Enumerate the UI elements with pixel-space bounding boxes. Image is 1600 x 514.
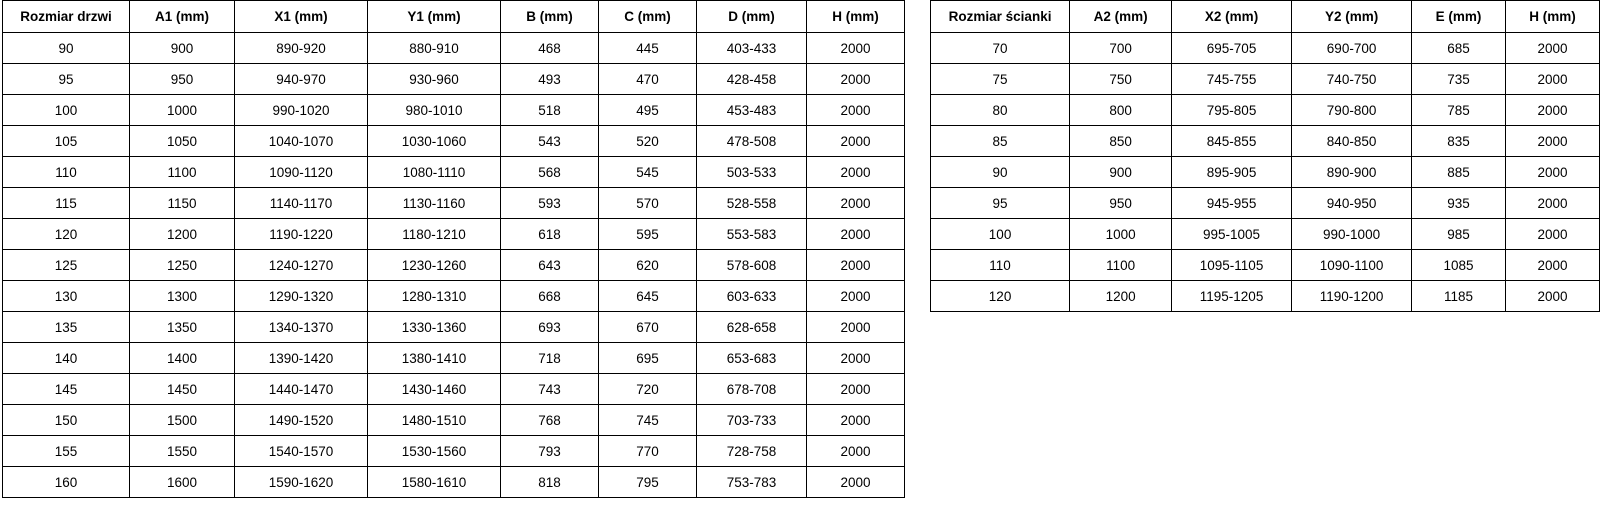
walls-cell: 1200 — [1070, 281, 1172, 312]
walls-cell: 95 — [931, 188, 1070, 219]
table-row — [3, 467, 905, 498]
walls-cell: 850 — [1070, 126, 1172, 157]
doors-table-body — [3, 33, 905, 498]
walls-cell: 690-700 — [1292, 33, 1412, 64]
walls-cell: 1100 — [1070, 250, 1172, 281]
doors-column-header: D (mm) — [697, 1, 807, 33]
doors-cell: 1080-1110 — [368, 157, 501, 188]
doors-cell: 2000 — [807, 250, 905, 281]
table-row — [3, 126, 905, 157]
walls-cell: 75 — [931, 64, 1070, 95]
table-row — [3, 343, 905, 374]
doors-cell: 728-758 — [697, 436, 807, 467]
doors-cell: 2000 — [807, 157, 905, 188]
walls-cell: 845-855 — [1172, 126, 1292, 157]
doors-cell: 453-483 — [697, 95, 807, 126]
doors-cell: 553-583 — [697, 219, 807, 250]
doors-cell: 2000 — [807, 219, 905, 250]
doors-cell: 578-608 — [697, 250, 807, 281]
doors-cell: 795 — [599, 467, 697, 498]
walls-cell: 2000 — [1505, 157, 1599, 188]
table-row — [3, 33, 905, 64]
doors-cell: 2000 — [807, 188, 905, 219]
walls-cell: 2000 — [1505, 219, 1599, 250]
doors-cell: 1330-1360 — [368, 312, 501, 343]
doors-cell: 980-1010 — [368, 95, 501, 126]
walls-cell: 1195-1205 — [1172, 281, 1292, 312]
walls-cell: 2000 — [1505, 126, 1599, 157]
doors-cell: 1530-1560 — [368, 436, 501, 467]
walls-cell: 840-850 — [1292, 126, 1412, 157]
walls-cell: 700 — [1070, 33, 1172, 64]
doors-cell: 1180-1210 — [368, 219, 501, 250]
walls-cell: 2000 — [1505, 250, 1599, 281]
doors-cell: 503-533 — [697, 157, 807, 188]
walls-cell: 740-750 — [1292, 64, 1412, 95]
doors-header-row — [3, 1, 905, 33]
walls-cell: 745-755 — [1172, 64, 1292, 95]
doors-cell: 1240-1270 — [235, 250, 368, 281]
walls-cell: 2000 — [1505, 188, 1599, 219]
doors-cell: 2000 — [807, 343, 905, 374]
doors-cell: 1440-1470 — [235, 374, 368, 405]
walls-column-header: X2 (mm) — [1172, 1, 1292, 33]
walls-cell: 2000 — [1505, 33, 1599, 64]
doors-column-header: H (mm) — [807, 1, 905, 33]
doors-cell: 1580-1610 — [368, 467, 501, 498]
walls-cell: 940-950 — [1292, 188, 1412, 219]
walls-cell: 2000 — [1505, 95, 1599, 126]
doors-cell: 645 — [599, 281, 697, 312]
doors-cell: 1600 — [130, 467, 235, 498]
doors-cell: 2000 — [807, 64, 905, 95]
doors-cell: 695 — [599, 343, 697, 374]
walls-column-header: H (mm) — [1505, 1, 1599, 33]
doors-cell: 768 — [501, 405, 599, 436]
doors-cell: 155 — [3, 436, 130, 467]
doors-cell: 1190-1220 — [235, 219, 368, 250]
table-row — [3, 250, 905, 281]
doors-cell: 1390-1420 — [235, 343, 368, 374]
table-row — [3, 157, 905, 188]
table-row — [3, 64, 905, 95]
doors-cell: 95 — [3, 64, 130, 95]
walls-specification-table — [930, 0, 1600, 312]
walls-cell: 800 — [1070, 95, 1172, 126]
table-row — [931, 64, 1600, 95]
table-row — [931, 33, 1600, 64]
doors-cell: 595 — [599, 219, 697, 250]
doors-column-header: B (mm) — [501, 1, 599, 33]
walls-cell: 110 — [931, 250, 1070, 281]
doors-cell: 105 — [3, 126, 130, 157]
doors-cell: 130 — [3, 281, 130, 312]
table-row — [3, 436, 905, 467]
walls-cell: 795-805 — [1172, 95, 1292, 126]
walls-cell: 900 — [1070, 157, 1172, 188]
doors-column-header: C (mm) — [599, 1, 697, 33]
walls-cell: 750 — [1070, 64, 1172, 95]
doors-cell: 110 — [3, 157, 130, 188]
doors-cell: 1380-1410 — [368, 343, 501, 374]
table-row — [3, 281, 905, 312]
doors-column-header: Rozmiar drzwi — [3, 1, 130, 33]
doors-cell: 670 — [599, 312, 697, 343]
doors-cell: 668 — [501, 281, 599, 312]
doors-cell: 2000 — [807, 33, 905, 64]
doors-cell: 703-733 — [697, 405, 807, 436]
walls-cell: 1185 — [1412, 281, 1506, 312]
walls-cell: 80 — [931, 95, 1070, 126]
walls-cell: 695-705 — [1172, 33, 1292, 64]
doors-cell: 495 — [599, 95, 697, 126]
walls-cell: 2000 — [1505, 281, 1599, 312]
doors-cell: 2000 — [807, 95, 905, 126]
walls-table-body — [931, 33, 1600, 312]
walls-cell: 790-800 — [1292, 95, 1412, 126]
doors-cell: 1250 — [130, 250, 235, 281]
doors-cell: 678-708 — [697, 374, 807, 405]
doors-cell: 793 — [501, 436, 599, 467]
doors-column-header: X1 (mm) — [235, 1, 368, 33]
doors-cell: 1430-1460 — [368, 374, 501, 405]
doors-cell: 2000 — [807, 405, 905, 436]
walls-cell: 1090-1100 — [1292, 250, 1412, 281]
doors-cell: 990-1020 — [235, 95, 368, 126]
table-row — [931, 219, 1600, 250]
doors-cell: 568 — [501, 157, 599, 188]
doors-cell: 1150 — [130, 188, 235, 219]
doors-cell: 743 — [501, 374, 599, 405]
doors-cell: 1030-1060 — [368, 126, 501, 157]
doors-cell: 135 — [3, 312, 130, 343]
walls-column-header: E (mm) — [1412, 1, 1506, 33]
table-row — [931, 95, 1600, 126]
doors-cell: 753-783 — [697, 467, 807, 498]
table-row — [931, 126, 1600, 157]
doors-cell: 618 — [501, 219, 599, 250]
doors-cell: 1290-1320 — [235, 281, 368, 312]
doors-table-container — [2, 0, 905, 498]
walls-cell: 990-1000 — [1292, 219, 1412, 250]
table-row — [3, 405, 905, 436]
doors-cell: 470 — [599, 64, 697, 95]
doors-cell: 1540-1570 — [235, 436, 368, 467]
walls-cell: 995-1005 — [1172, 219, 1292, 250]
walls-cell: 945-955 — [1172, 188, 1292, 219]
table-row — [3, 374, 905, 405]
doors-cell: 1200 — [130, 219, 235, 250]
doors-cell: 745 — [599, 405, 697, 436]
doors-cell: 1050 — [130, 126, 235, 157]
walls-cell: 85 — [931, 126, 1070, 157]
walls-column-header: Y2 (mm) — [1292, 1, 1412, 33]
table-row — [3, 188, 905, 219]
doors-cell: 570 — [599, 188, 697, 219]
walls-cell: 70 — [931, 33, 1070, 64]
doors-cell: 543 — [501, 126, 599, 157]
walls-cell: 1190-1200 — [1292, 281, 1412, 312]
walls-cell: 685 — [1412, 33, 1506, 64]
doors-cell: 1090-1120 — [235, 157, 368, 188]
doors-cell: 1140-1170 — [235, 188, 368, 219]
doors-cell: 2000 — [807, 436, 905, 467]
doors-cell: 2000 — [807, 126, 905, 157]
walls-column-header: Rozmiar ścianki — [931, 1, 1070, 33]
walls-cell: 935 — [1412, 188, 1506, 219]
table-row — [3, 95, 905, 126]
doors-cell: 930-960 — [368, 64, 501, 95]
doors-cell: 1230-1260 — [368, 250, 501, 281]
walls-cell: 90 — [931, 157, 1070, 188]
doors-cell: 900 — [130, 33, 235, 64]
doors-cell: 1000 — [130, 95, 235, 126]
table-row — [931, 250, 1600, 281]
walls-cell: 1085 — [1412, 250, 1506, 281]
doors-cell: 1550 — [130, 436, 235, 467]
doors-column-header: Y1 (mm) — [368, 1, 501, 33]
doors-cell: 445 — [599, 33, 697, 64]
doors-cell: 478-508 — [697, 126, 807, 157]
doors-cell: 940-970 — [235, 64, 368, 95]
doors-cell: 1450 — [130, 374, 235, 405]
doors-cell: 1400 — [130, 343, 235, 374]
doors-cell: 518 — [501, 95, 599, 126]
table-row — [931, 188, 1600, 219]
table-row — [931, 281, 1600, 312]
doors-cell: 1300 — [130, 281, 235, 312]
doors-cell: 593 — [501, 188, 599, 219]
doors-cell: 693 — [501, 312, 599, 343]
doors-cell: 950 — [130, 64, 235, 95]
walls-cell: 835 — [1412, 126, 1506, 157]
doors-cell: 493 — [501, 64, 599, 95]
doors-cell: 100 — [3, 95, 130, 126]
table-row — [3, 312, 905, 343]
walls-header-row — [931, 1, 1600, 33]
doors-cell: 653-683 — [697, 343, 807, 374]
doors-cell: 140 — [3, 343, 130, 374]
walls-column-header: A2 (mm) — [1070, 1, 1172, 33]
doors-cell: 125 — [3, 250, 130, 281]
doors-cell: 403-433 — [697, 33, 807, 64]
doors-cell: 468 — [501, 33, 599, 64]
doors-cell: 90 — [3, 33, 130, 64]
doors-cell: 120 — [3, 219, 130, 250]
walls-cell: 950 — [1070, 188, 1172, 219]
walls-cell: 1000 — [1070, 219, 1172, 250]
doors-cell: 620 — [599, 250, 697, 281]
doors-cell: 428-458 — [697, 64, 807, 95]
doors-cell: 603-633 — [697, 281, 807, 312]
walls-table-container — [930, 0, 1600, 312]
doors-cell: 2000 — [807, 467, 905, 498]
doors-cell: 880-910 — [368, 33, 501, 64]
doors-table-head — [3, 1, 905, 33]
doors-cell: 2000 — [807, 374, 905, 405]
doors-specification-table — [2, 0, 905, 498]
doors-cell: 1590-1620 — [235, 467, 368, 498]
walls-cell: 2000 — [1505, 64, 1599, 95]
table-row — [3, 219, 905, 250]
doors-cell: 1490-1520 — [235, 405, 368, 436]
doors-cell: 520 — [599, 126, 697, 157]
doors-cell: 545 — [599, 157, 697, 188]
doors-cell: 643 — [501, 250, 599, 281]
doors-cell: 720 — [599, 374, 697, 405]
walls-cell: 885 — [1412, 157, 1506, 188]
doors-cell: 628-658 — [697, 312, 807, 343]
doors-cell: 718 — [501, 343, 599, 374]
doors-cell: 1340-1370 — [235, 312, 368, 343]
walls-cell: 895-905 — [1172, 157, 1292, 188]
doors-cell: 1350 — [130, 312, 235, 343]
walls-cell: 785 — [1412, 95, 1506, 126]
doors-cell: 145 — [3, 374, 130, 405]
doors-cell: 890-920 — [235, 33, 368, 64]
doors-cell: 1130-1160 — [368, 188, 501, 219]
doors-cell: 1040-1070 — [235, 126, 368, 157]
doors-cell: 770 — [599, 436, 697, 467]
doors-cell: 1280-1310 — [368, 281, 501, 312]
doors-cell: 818 — [501, 467, 599, 498]
walls-cell: 890-900 — [1292, 157, 1412, 188]
doors-cell: 1500 — [130, 405, 235, 436]
doors-cell: 2000 — [807, 281, 905, 312]
doors-cell: 528-558 — [697, 188, 807, 219]
walls-cell: 735 — [1412, 64, 1506, 95]
table-row — [931, 157, 1600, 188]
doors-cell: 2000 — [807, 312, 905, 343]
doors-cell: 160 — [3, 467, 130, 498]
doors-cell: 115 — [3, 188, 130, 219]
doors-column-header: A1 (mm) — [130, 1, 235, 33]
doors-cell: 1100 — [130, 157, 235, 188]
doors-cell: 150 — [3, 405, 130, 436]
walls-cell: 120 — [931, 281, 1070, 312]
walls-cell: 1095-1105 — [1172, 250, 1292, 281]
walls-cell: 985 — [1412, 219, 1506, 250]
walls-cell: 100 — [931, 219, 1070, 250]
walls-table-head — [931, 1, 1600, 33]
doors-cell: 1480-1510 — [368, 405, 501, 436]
